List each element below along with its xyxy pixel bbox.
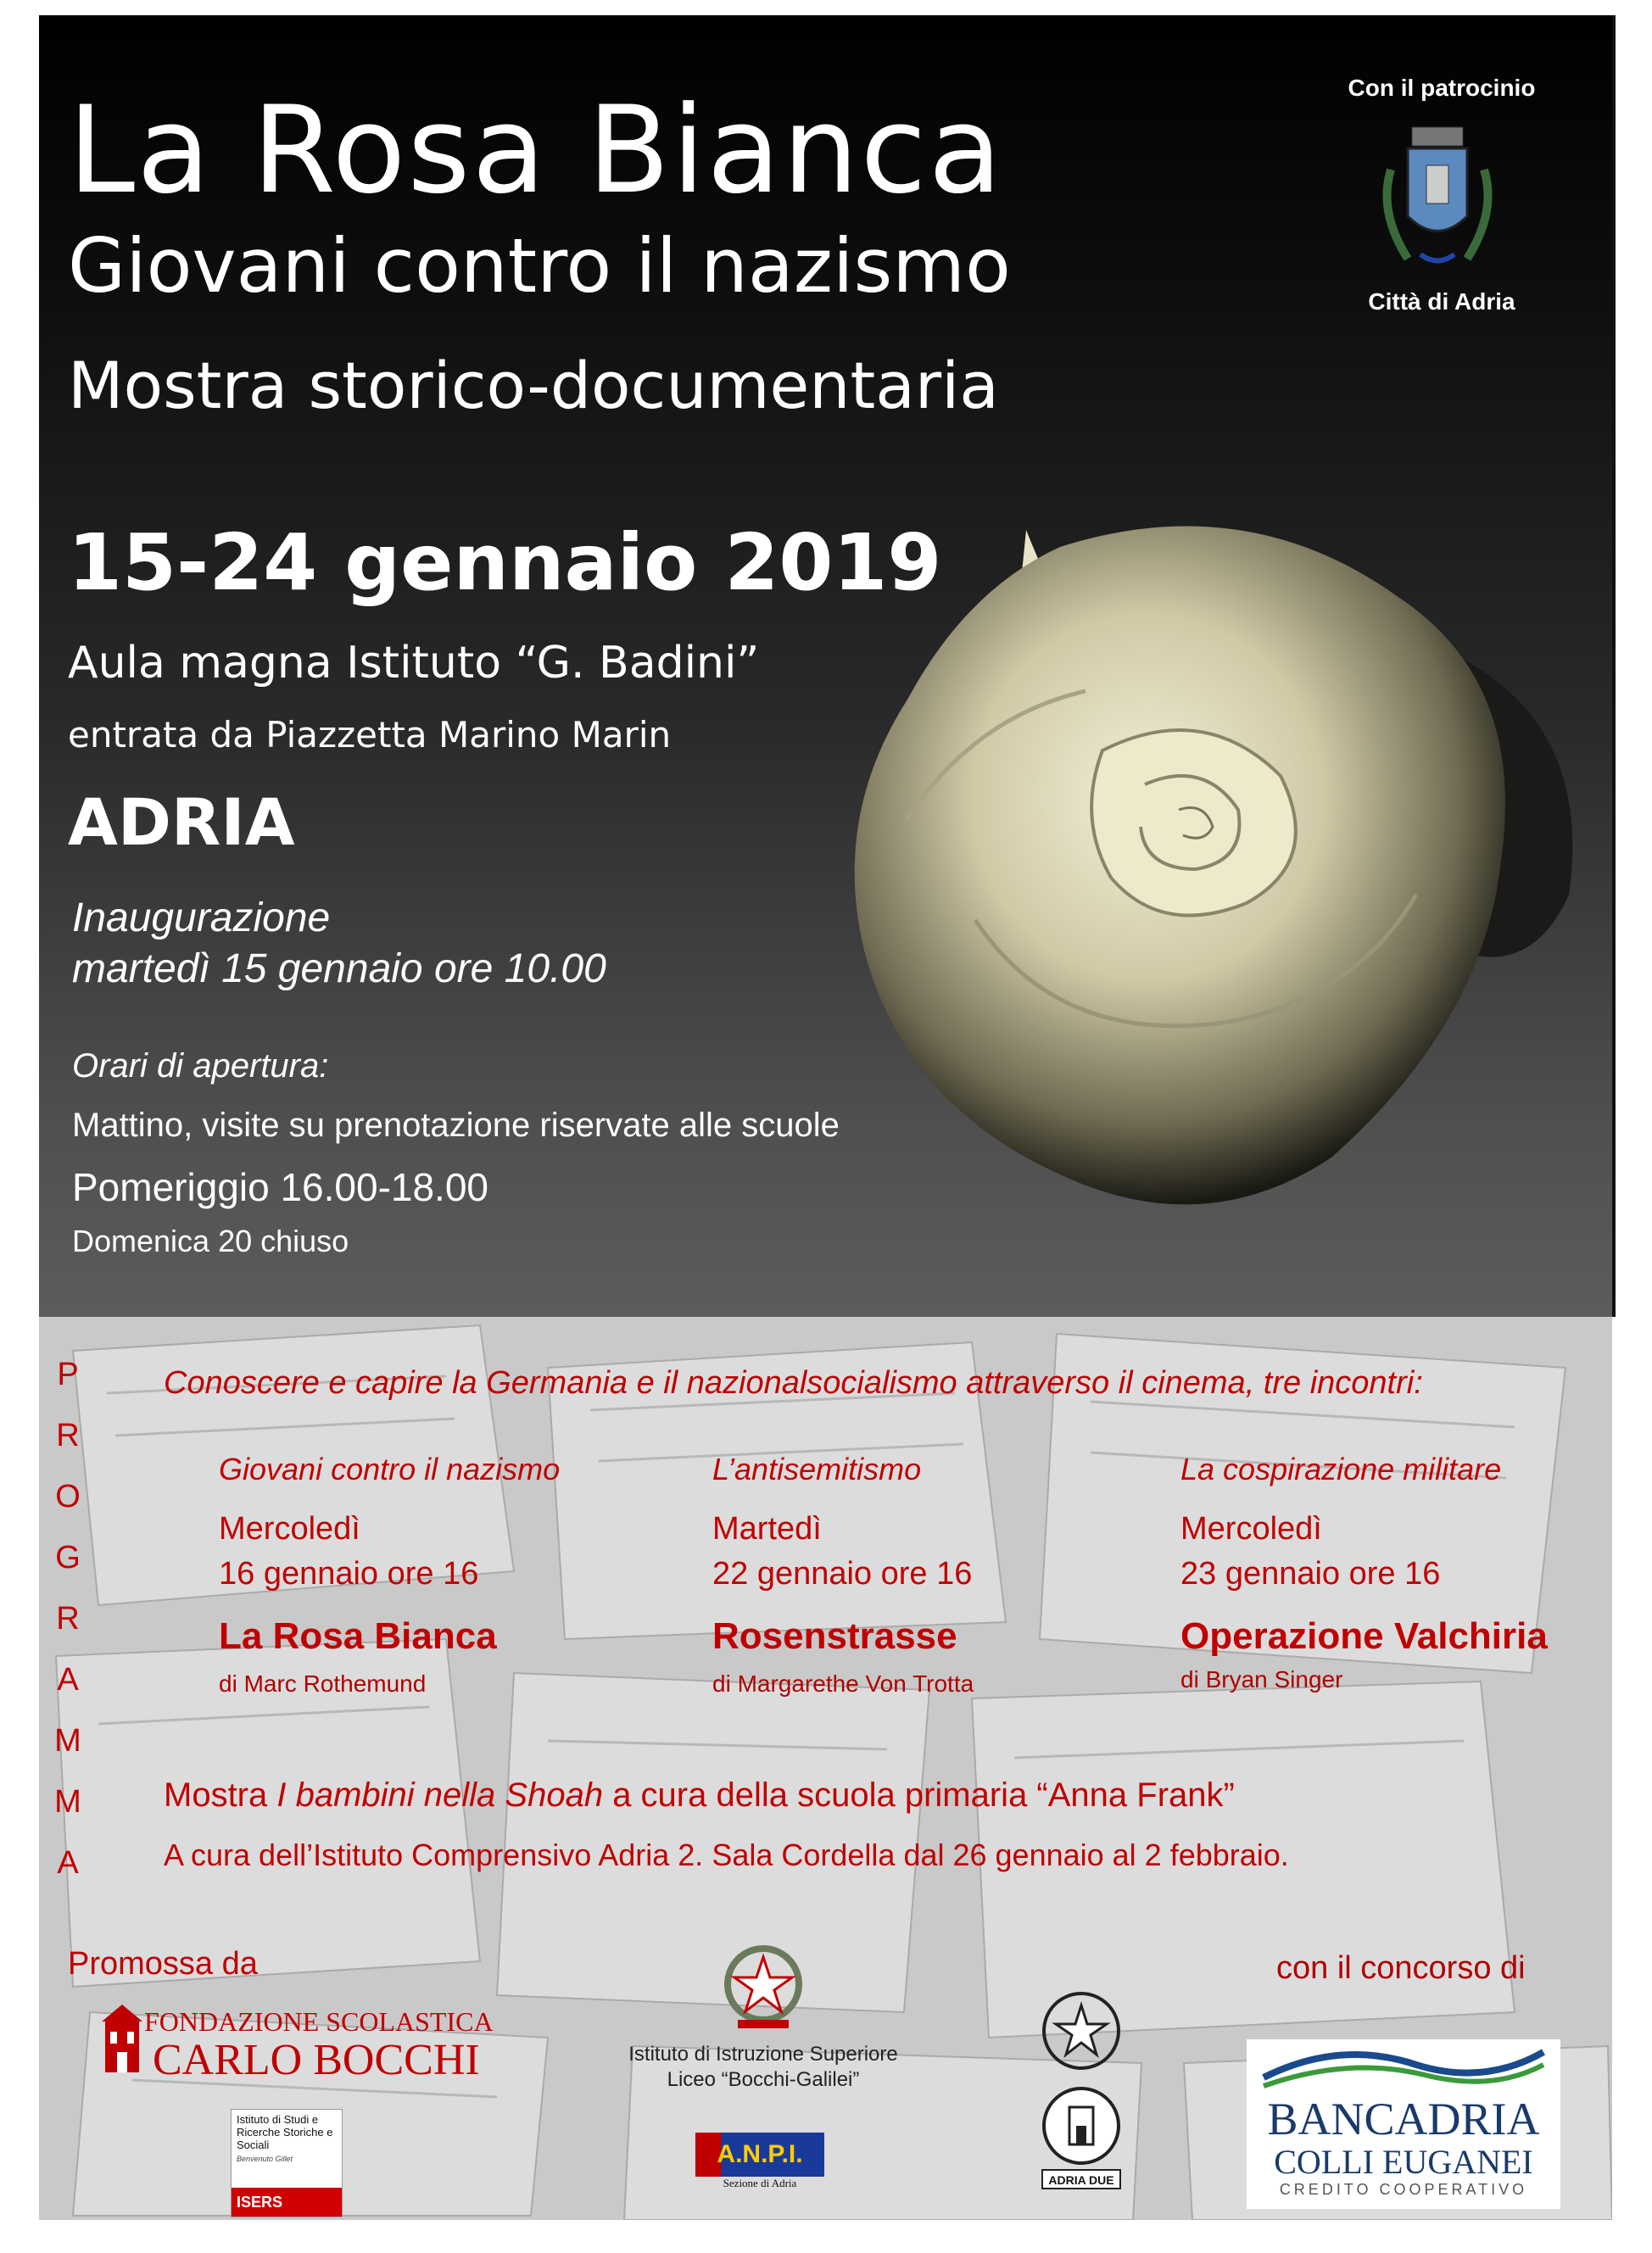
inauguration-label: Inaugurazione [72,895,331,940]
patronage-city: Città di Adria [1368,288,1515,315]
sponsor-label: con il concorso di [1276,1950,1526,1986]
exhibit-prefix: Mostra [164,1776,277,1814]
event-film: Operazione Valchiria [1180,1615,1548,1657]
foundation-name-line2: CARLO BOCCHI [153,2036,480,2084]
poster-subtitle: Giovani contro il nazismo [68,222,1011,310]
programme-letter: M [54,1723,81,1759]
poster-subtitle-2: Mostra storico-documentaria [68,348,999,423]
anpi-subtext: Sezione di Adria [723,2177,797,2189]
event-director: di Marc Rothemund [219,1670,427,1697]
white-rose-image [806,496,1620,1234]
bank-name: BANCADRIA [1267,2094,1540,2144]
event-venue: Aula magna Istituto “G. Badini” [68,638,760,689]
event-theme: Giovani contro il nazismo [219,1452,561,1486]
exhibit-suffix: a cura della scuola primaria “Anna Frank” [603,1776,1235,1814]
programme-intro: Conoscere e capire la Germania e il nazionalsocialismo attraverso il cinema, tre incontri: [164,1365,1423,1401]
school-name [594,2042,933,2093]
isers-label: ISERS [232,2188,342,2217]
school-line-1: Istituto di Istruzione Superiore [628,2043,898,2066]
city-crest-icon [1374,119,1501,276]
inauguration-date: martedì 15 gennaio ore 10.00 [72,946,606,991]
exhibit-title: I bambini nella Shoah [276,1776,604,1814]
event-film: Rosenstrasse [712,1615,957,1657]
event-film: La Rosa Bianca [219,1615,497,1657]
event-dates: 15-24 gennaio 2019 [68,517,942,608]
anpi-label: A.N.P.I. [695,2133,824,2177]
programme-letter: R [56,1601,80,1637]
promoted-by-label: Promossa da [68,1946,258,1982]
event-theme: L’antisemitismo [712,1452,922,1486]
programme-letter: A [57,1662,79,1698]
hours-label: Orari di apertura: [72,1047,329,1085]
anpi-logo [695,2133,824,2200]
event-director: di Margarethe Von Trotta [712,1670,974,1697]
exhibit-line-2: A cura dell’Istituto Comprensivo Adria 2. Sala Cordella dal 26 gennaio al 2 febbraio. [164,1838,1289,1872]
bank-logo [1247,2039,1560,2209]
event-date: 23 gennaio ore 16 [1180,1556,1441,1592]
hours-closed: Domenica 20 chiuso [72,1224,349,1258]
bank-tagline: CREDITO COOPERATIVO [1279,2181,1528,2198]
school-line-2: Liceo “Bocchi-Galilei” [667,2068,860,2091]
hours-morning: Mattino, visite su prenotazione riservate alle scuole [72,1107,840,1144]
hours-afternoon: Pomeriggio 16.00-18.00 [72,1165,488,1209]
programme-letter: M [54,1784,81,1820]
event-day: Mercoledì [219,1511,360,1547]
event-day: Martedì [712,1511,822,1547]
isers-subtext: Benvenuto Gillet [237,2155,293,2163]
isers-logo [231,2109,343,2217]
adria-due-label: ADRIA DUE [1048,2173,1114,2187]
republic-seal-icon [1039,1988,1124,2073]
bank-wave-icon [1247,2039,1560,2090]
programme-letter: G [55,1540,81,1575]
event-entrance: entrata da Piazzetta Marino Marin [68,714,672,756]
event-date: 16 gennaio ore 16 [219,1556,479,1592]
programme-letter: R [56,1418,80,1453]
italian-republic-emblem-icon [721,1942,806,2035]
bank-region: COLLI EUGANEI [1274,2143,1533,2181]
foundation-name-line1: FONDAZIONE SCOLASTICA [144,2006,494,2037]
programme-letter: P [57,1357,79,1392]
isers-text: Istituto di Studi e Ricerche Storiche e Sociali [237,2113,333,2151]
patronage-label: Con il patrocinio [1348,75,1536,101]
programme-letter: A [57,1845,79,1881]
exhibit-line-1 [164,1776,1235,1815]
programme-letter: O [55,1479,81,1514]
event-director: di Bryan Singer [1180,1666,1343,1693]
event-date: 22 gennaio ore 16 [712,1556,973,1592]
event-theme: La cospirazione militare [1180,1452,1502,1486]
foundation-building-icon [102,2003,142,2074]
event-day: Mercoledì [1180,1511,1322,1547]
adria-due-school-icon [1039,2082,1124,2194]
event-city: ADRIA [68,784,295,860]
poster-title: La Rosa Bianca [68,81,1004,220]
